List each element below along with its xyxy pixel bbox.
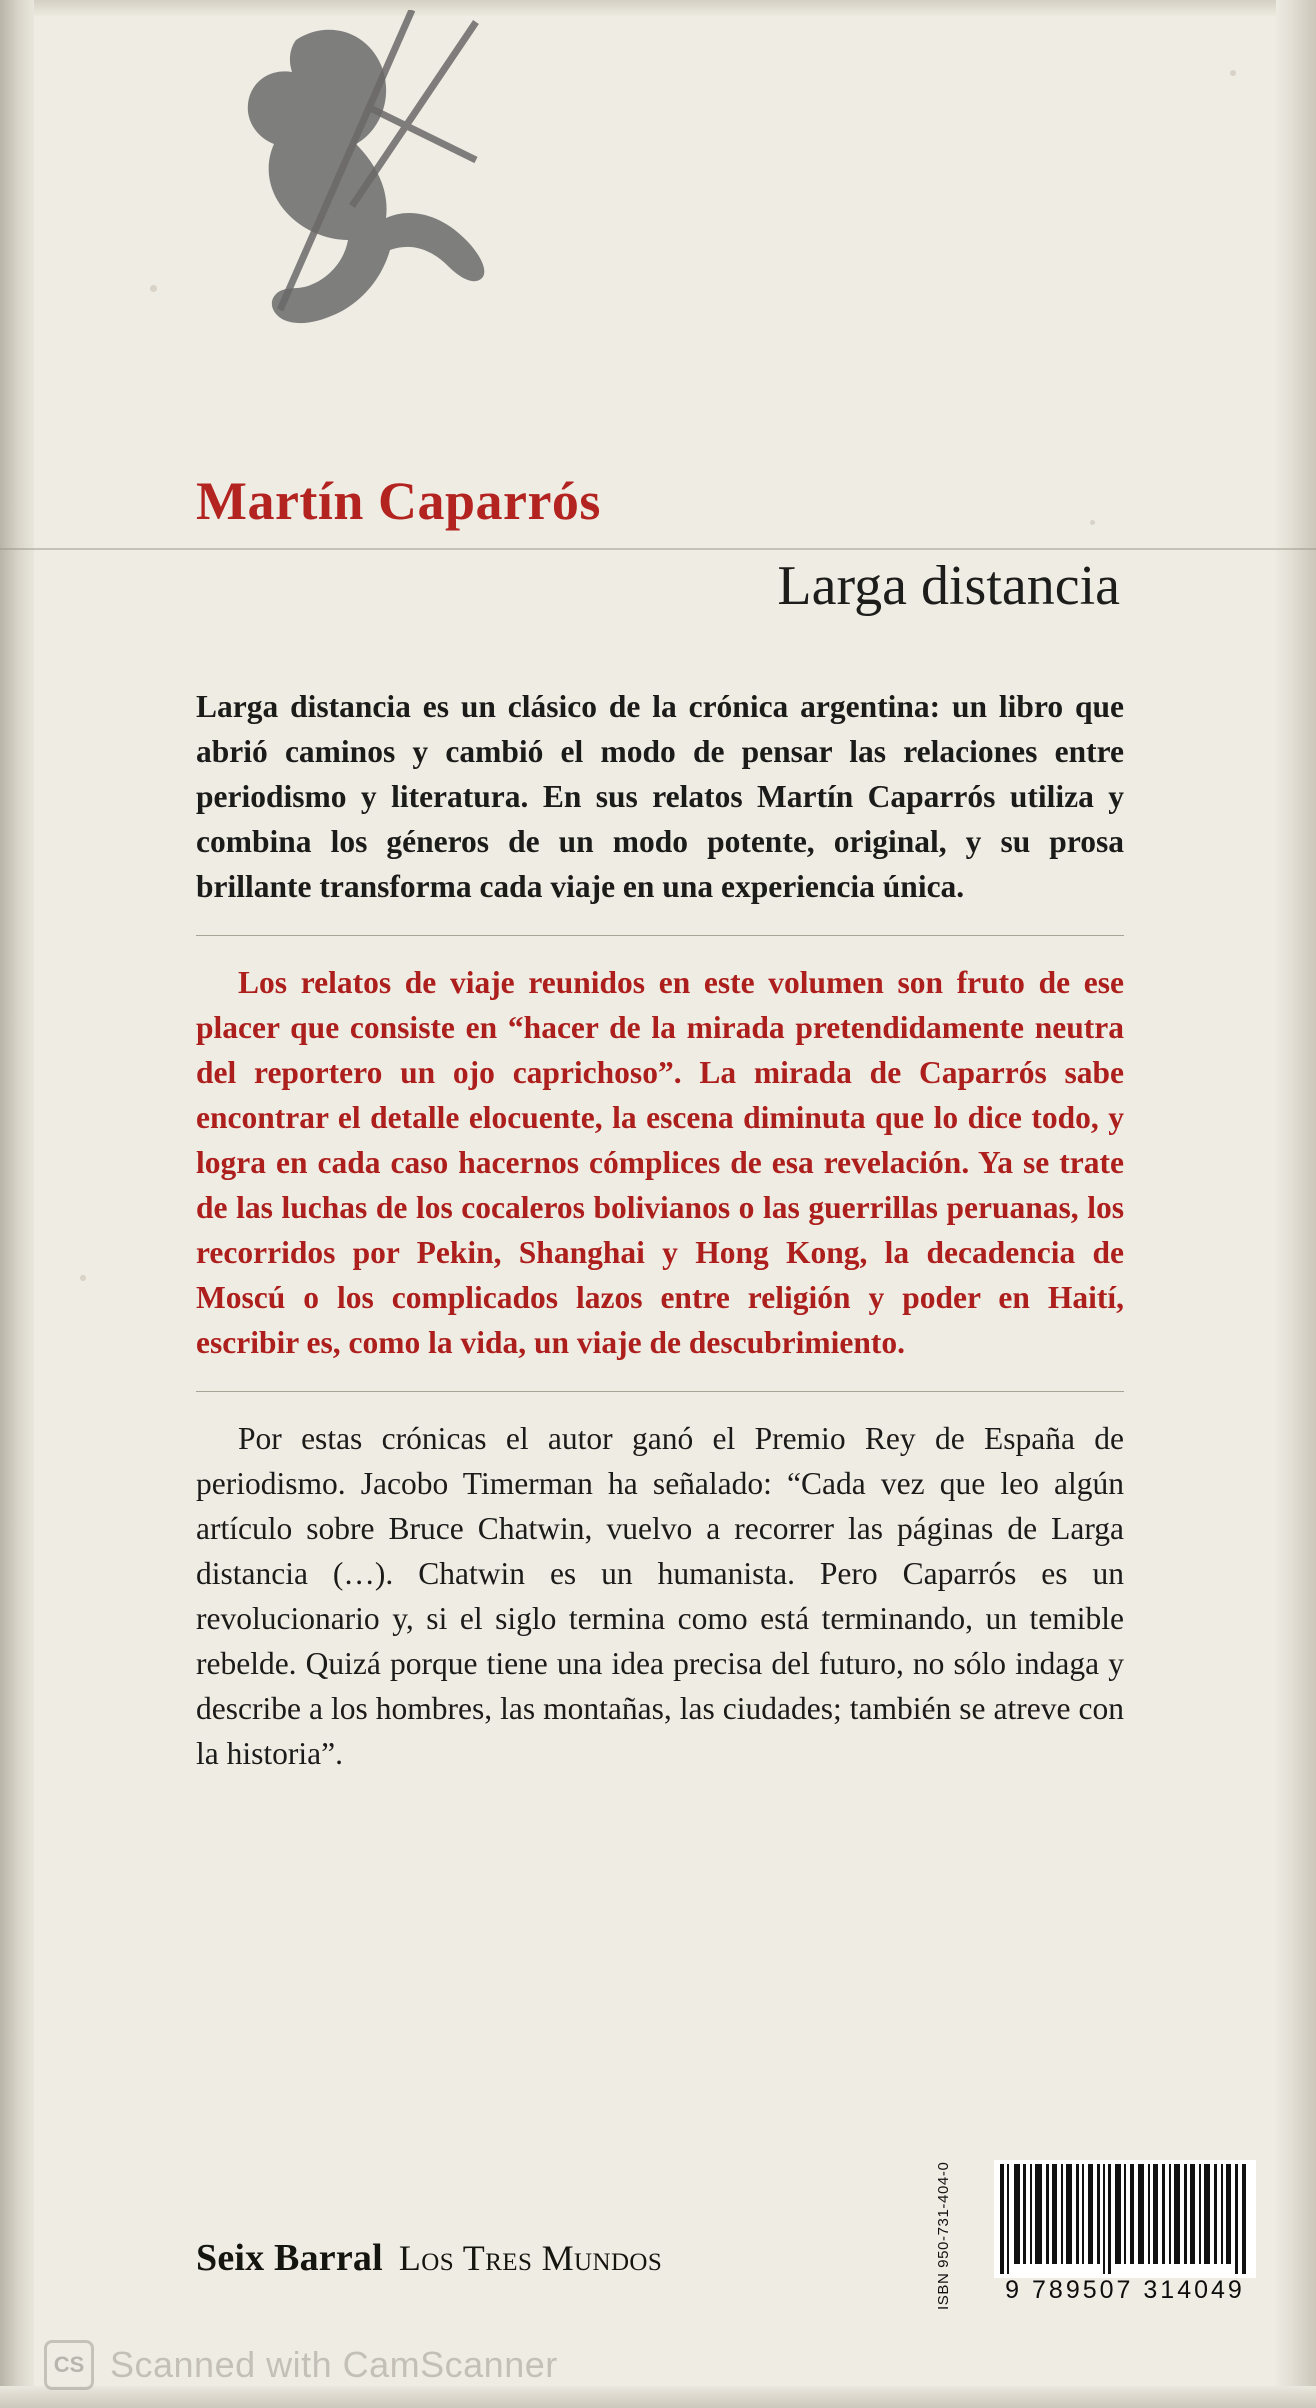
back-cover-text-column (196, 684, 1124, 1776)
barcode-digits: 9 789507 314049 (1005, 2276, 1245, 2304)
title-block (0, 470, 1316, 618)
scan-edge-left (0, 0, 34, 2408)
blurb-red: Los relatos de viaje reunidos en este volumen son fruto de ese placer que consiste en “hacer de la mirada pretendidamente neutra del reportero un ojo caprichoso”. La mirada de Caparrós sabe encontrar el detalle elocuente, la escena diminuta que lo dice todo, y logra en cada caso hacernos cómplices de esa revelación. Ya se trate de las luchas de los cocaleros bolivianos o las guerrillas peruanas, los recorridos por Pekin, Shanghai y Hong Kong, la decadencia de Moscú o los complicados lazos entre religión y poder en Haití, escribir es, como la vida, un viaje de descubrimiento. (196, 965, 1124, 1360)
blurb-summary: Larga distancia es un clásico de la crónica argentina: un libro que abrió caminos y cambió el modo de pensar las relaciones entre periodismo y literatura. En sus relatos Martín Caparrós utiliza y combina los géneros de un modo potente, original, y su prosa brillante transforma cada viaje en una experiencia única. (196, 689, 1124, 904)
scan-edge-right (1276, 0, 1316, 2408)
paper-speck (1230, 70, 1236, 76)
publisher-line (196, 2236, 662, 2280)
divider-rule-2 (196, 1391, 1124, 1392)
author-name: Martín Caparrós (196, 471, 601, 531)
publisher-imprint: Seix Barral (196, 2237, 383, 2279)
camscanner-badge-icon: CS (44, 2340, 94, 2390)
barcode-image (994, 2160, 1256, 2278)
camscanner-watermark (44, 2340, 558, 2390)
paper-speck (80, 1275, 86, 1281)
paper-speck (150, 285, 157, 292)
divider-rule-1 (196, 935, 1124, 936)
runner-silhouette-icon (176, 10, 556, 430)
barcode-block (935, 2160, 1258, 2320)
blurb-praise: Por estas crónicas el autor ganó el Premio Rey de España de periodismo. Jacobo Timerman ha señalado: “Cada vez que leo algún artículo sobre Bruce Chatwin, vuelvo a recorrer las páginas de Larga distancia (…). Chatwin es un humanista. Pero Caparrós es un revolucionario y, si el siglo termina como está terminando, un temible rebelde. Quizá porque tiene una idea precisa del futuro, no sólo indaga y describe a los hombres, las montañas, las ciudades; también se atreve con la historia”. (196, 1421, 1124, 1771)
publisher-collection: Los Tres Mundos (398, 2238, 663, 2278)
camscanner-watermark-text: Scanned with CamScanner (110, 2344, 558, 2385)
book-title: Larga distancia (777, 555, 1120, 617)
isbn-vertical-label: ISBN 950-731-404-0 (935, 2161, 952, 2310)
